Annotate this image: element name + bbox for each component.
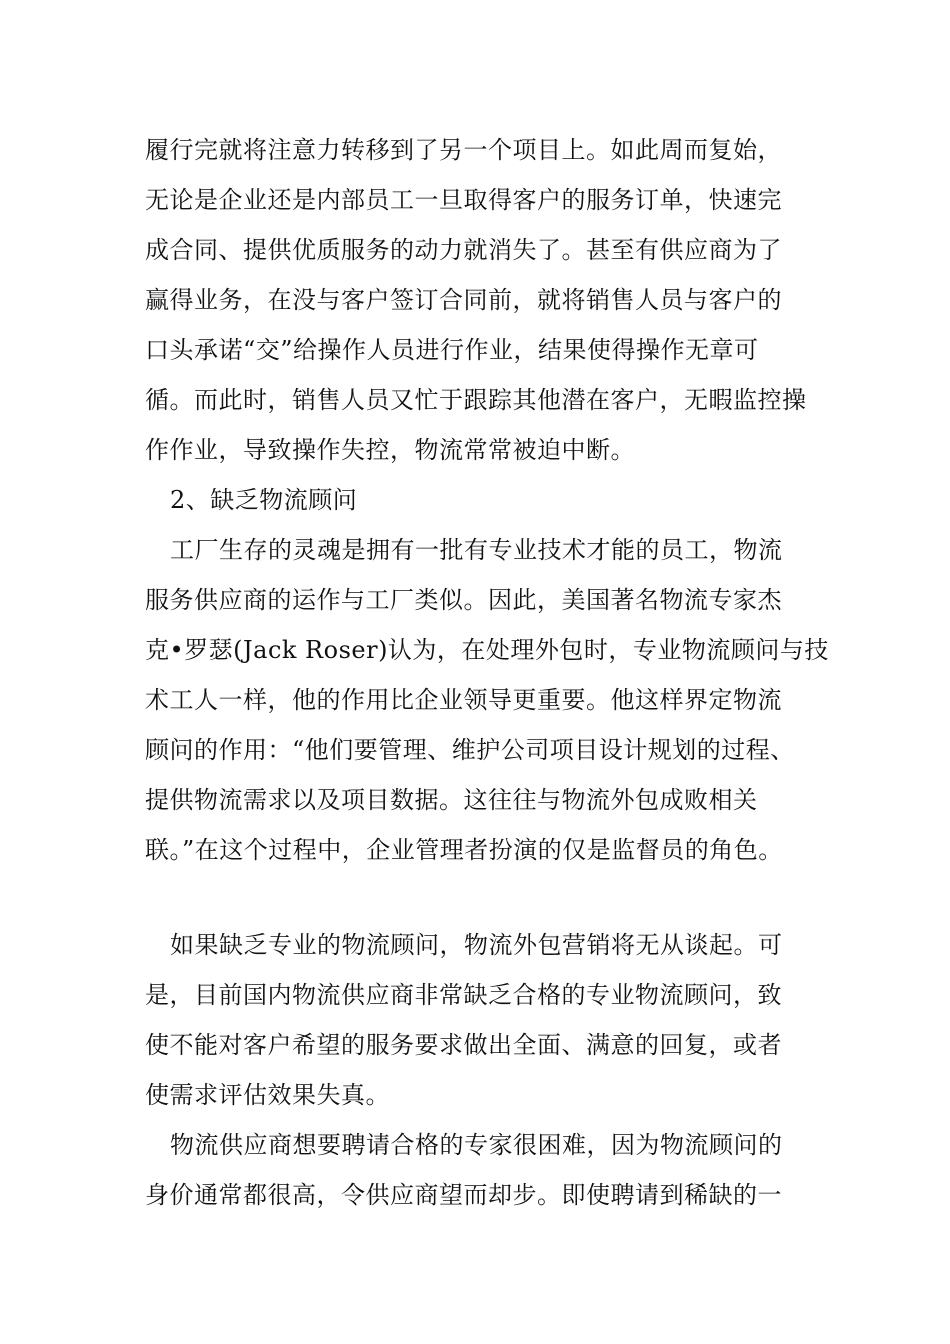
- paragraph-2-line-7: 联。”在这个过程中，企业管理者扮演的仅是监督员的角色。: [145, 836, 783, 864]
- paragraph-1-line-2: 无论是企业还是内部员工一旦取得客户的服务订单，快速完: [145, 186, 782, 214]
- paragraph-2-line-4: 术工人一样，他的作用比企业领导更重要。他这样界定物流: [145, 686, 782, 714]
- paragraph-3-line-4: 使需求评估效果失真。: [145, 1081, 390, 1109]
- paragraph-2-line-3: 克•罗瑟(Jack Roser)认为，在处理外包时，专业物流顾问与技: [145, 636, 829, 664]
- paragraph-1-line-1: 履行完就将注意力转移到了另一个项目上。如此周而复始，: [145, 136, 782, 164]
- paragraph-2-line-1: 工厂生存的灵魂是拥有一批有专业技术才能的员工，物流: [170, 536, 783, 564]
- paragraph-3-line-3: 使不能对客户希望的服务要求做出全面、满意的回复，或者: [145, 1031, 782, 1059]
- paragraph-1-line-5: 口头承诺“交”给操作人员进行作业，结果使得操作无章可: [145, 336, 759, 364]
- paragraph-4-line-1: 物流供应商想要聘请合格的专家很困难，因为物流顾问的: [170, 1131, 783, 1159]
- paragraph-3-line-2: 是，目前国内物流供应商非常缺乏合格的专业物流顾问，致: [145, 981, 782, 1009]
- paragraph-1-line-6: 循。而此时，销售人员又忙于跟踪其他潜在客户，无暇监控操: [145, 386, 807, 414]
- paragraph-1-line-7: 作作业，导致操作失控，物流常常被迫中断。: [145, 436, 635, 464]
- paragraph-1-line-3: 成合同、提供优质服务的动力就消失了。甚至有供应商为了: [145, 236, 782, 264]
- paragraph-2-line-2: 服务供应商的运作与工厂类似。因此，美国著名物流专家杰: [145, 586, 782, 614]
- paragraph-2-line-5: 顾问的作用：“他们要管理、维护公司项目设计规划的过程、: [145, 736, 795, 764]
- paragraph-4-line-2: 身价通常都很高，令供应商望而却步。即使聘请到稀缺的一: [145, 1181, 782, 1209]
- section-heading: 2、缺乏物流顾问: [170, 486, 358, 514]
- paragraph-1-line-4: 赢得业务，在没与客户签订合同前，就将销售人员与客户的: [145, 286, 782, 314]
- paragraph-3-line-1: 如果缺乏专业的物流顾问，物流外包营销将无从谈起。可: [170, 931, 783, 959]
- paragraph-2-line-6: 提供物流需求以及项目数据。这往往与物流外包成败相关: [145, 786, 758, 814]
